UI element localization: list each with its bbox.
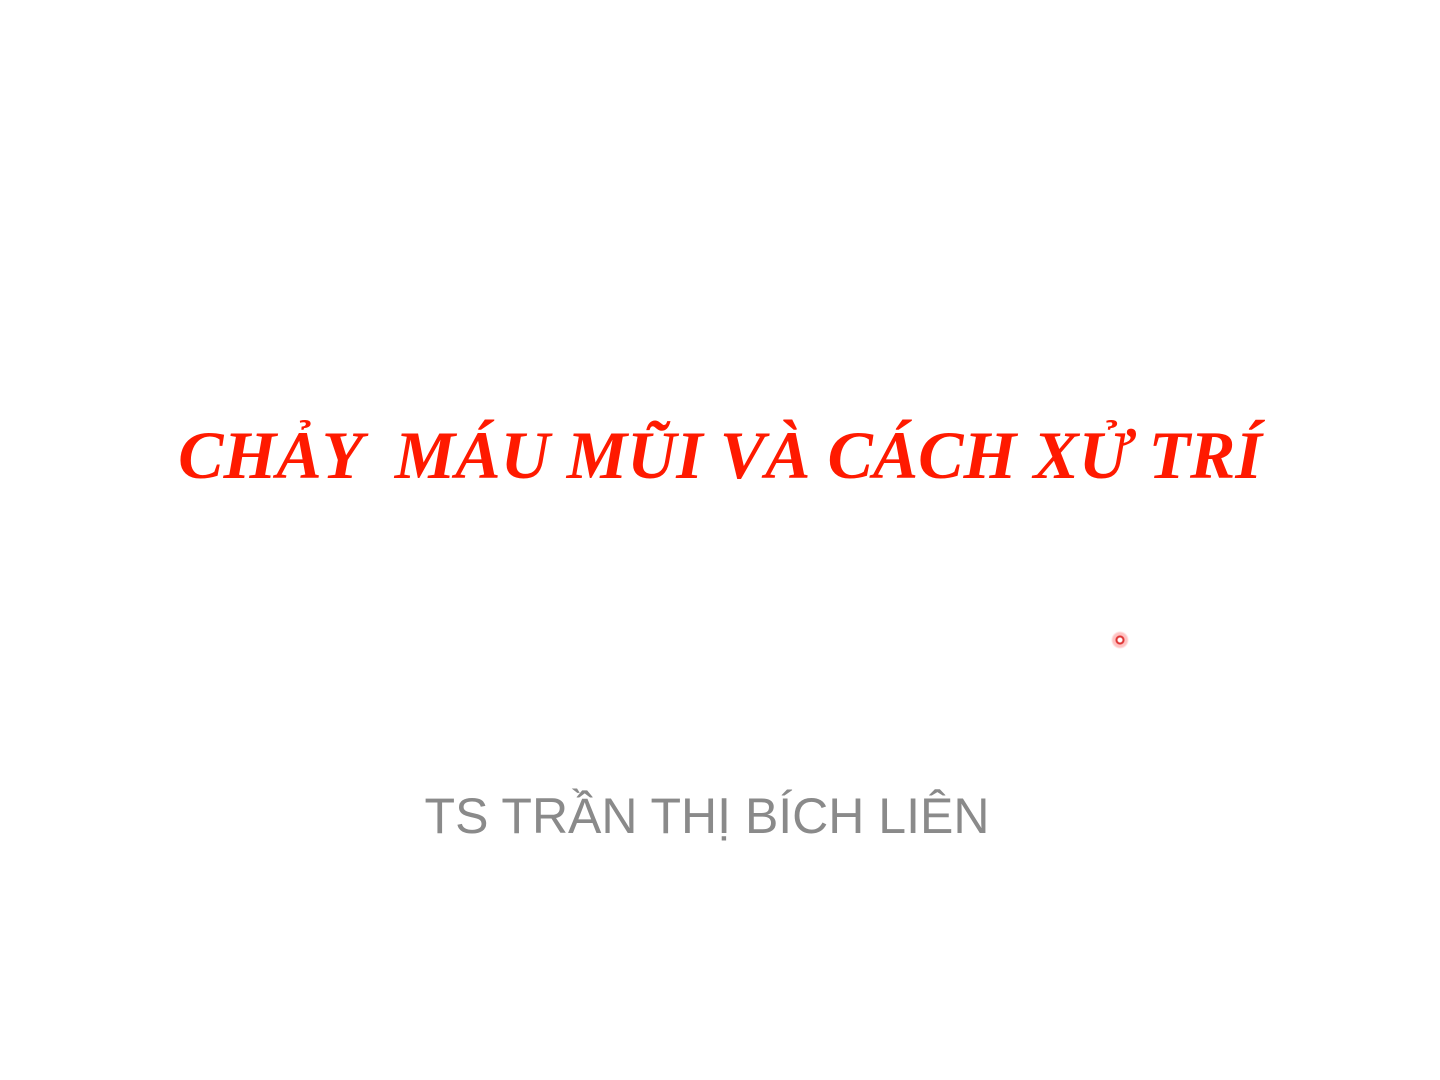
laser-pointer-icon: [1111, 631, 1129, 649]
slide-subtitle: TS TRẦN THỊ BÍCH LIÊN: [424, 788, 990, 844]
slide-title: CHẢY MÁU MŨI VÀ CÁCH XỬ TRÍ: [178, 417, 1262, 493]
